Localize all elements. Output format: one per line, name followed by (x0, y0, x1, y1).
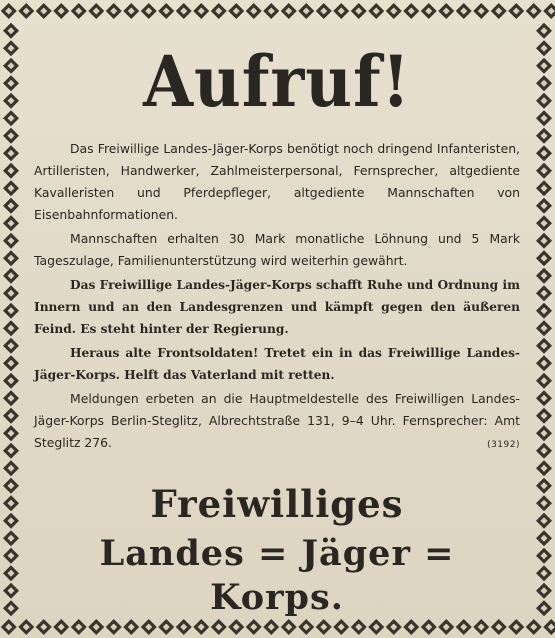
contact-text: Meldungen erbeten an die Hauptmeldestelle des Freiwilligen Landes-Jäger-Korps Berlin-Steglitz, Albrechtstraße 131, 9–4 Uhr. Fernsprecher: Amt Steglitz 276. (34, 391, 520, 450)
border-left (0, 22, 22, 616)
paragraph-recruitment: Das Freiwillige Landes-Jäger-Korps benötigt noch dringend Infanteristen, Artilleristen, Handwerker, Zahlmeisterpersonal, Fernsprecher, altgediente Kavalleristen und Pferdepfleger, altgediente Mannschaften von Eisenbahnformationen. (34, 141, 520, 222)
border-right (533, 22, 555, 616)
footer-line-1: Freiwilliges (150, 482, 404, 526)
paragraph-pay: Mannschaften erhalten 30 Mark monatliche Löhnung und 5 Mark Tageszulage, Familienunterstützung wird weiterhin gewährt. (34, 231, 520, 268)
paragraph-contact (34, 388, 520, 454)
diamond-border-top (0, 0, 555, 22)
paragraph-mission: Das Freiwillige Landes-Jäger-Korps schafft Ruhe und Ordnung im Innern und an den Landesgrenzen und kämpft gegen den äußeren Feind. Es steht hinter der Regierung. (34, 278, 520, 336)
notice-body (34, 40, 520, 618)
diamond-border-right (533, 22, 555, 616)
notice-title: Aufruf! (143, 40, 411, 123)
paragraph-appeal: Heraus alte Frontsoldaten! Tretet ein in das Freiwillige Landes-Jäger-Korps. Helft das Vaterland mit retten. (34, 346, 520, 382)
reference-code: (3192) (487, 440, 520, 450)
border-top (0, 0, 555, 22)
diamond-border-left (0, 22, 22, 616)
footer-line-2: Landes = Jäger = Korps. (99, 533, 455, 618)
